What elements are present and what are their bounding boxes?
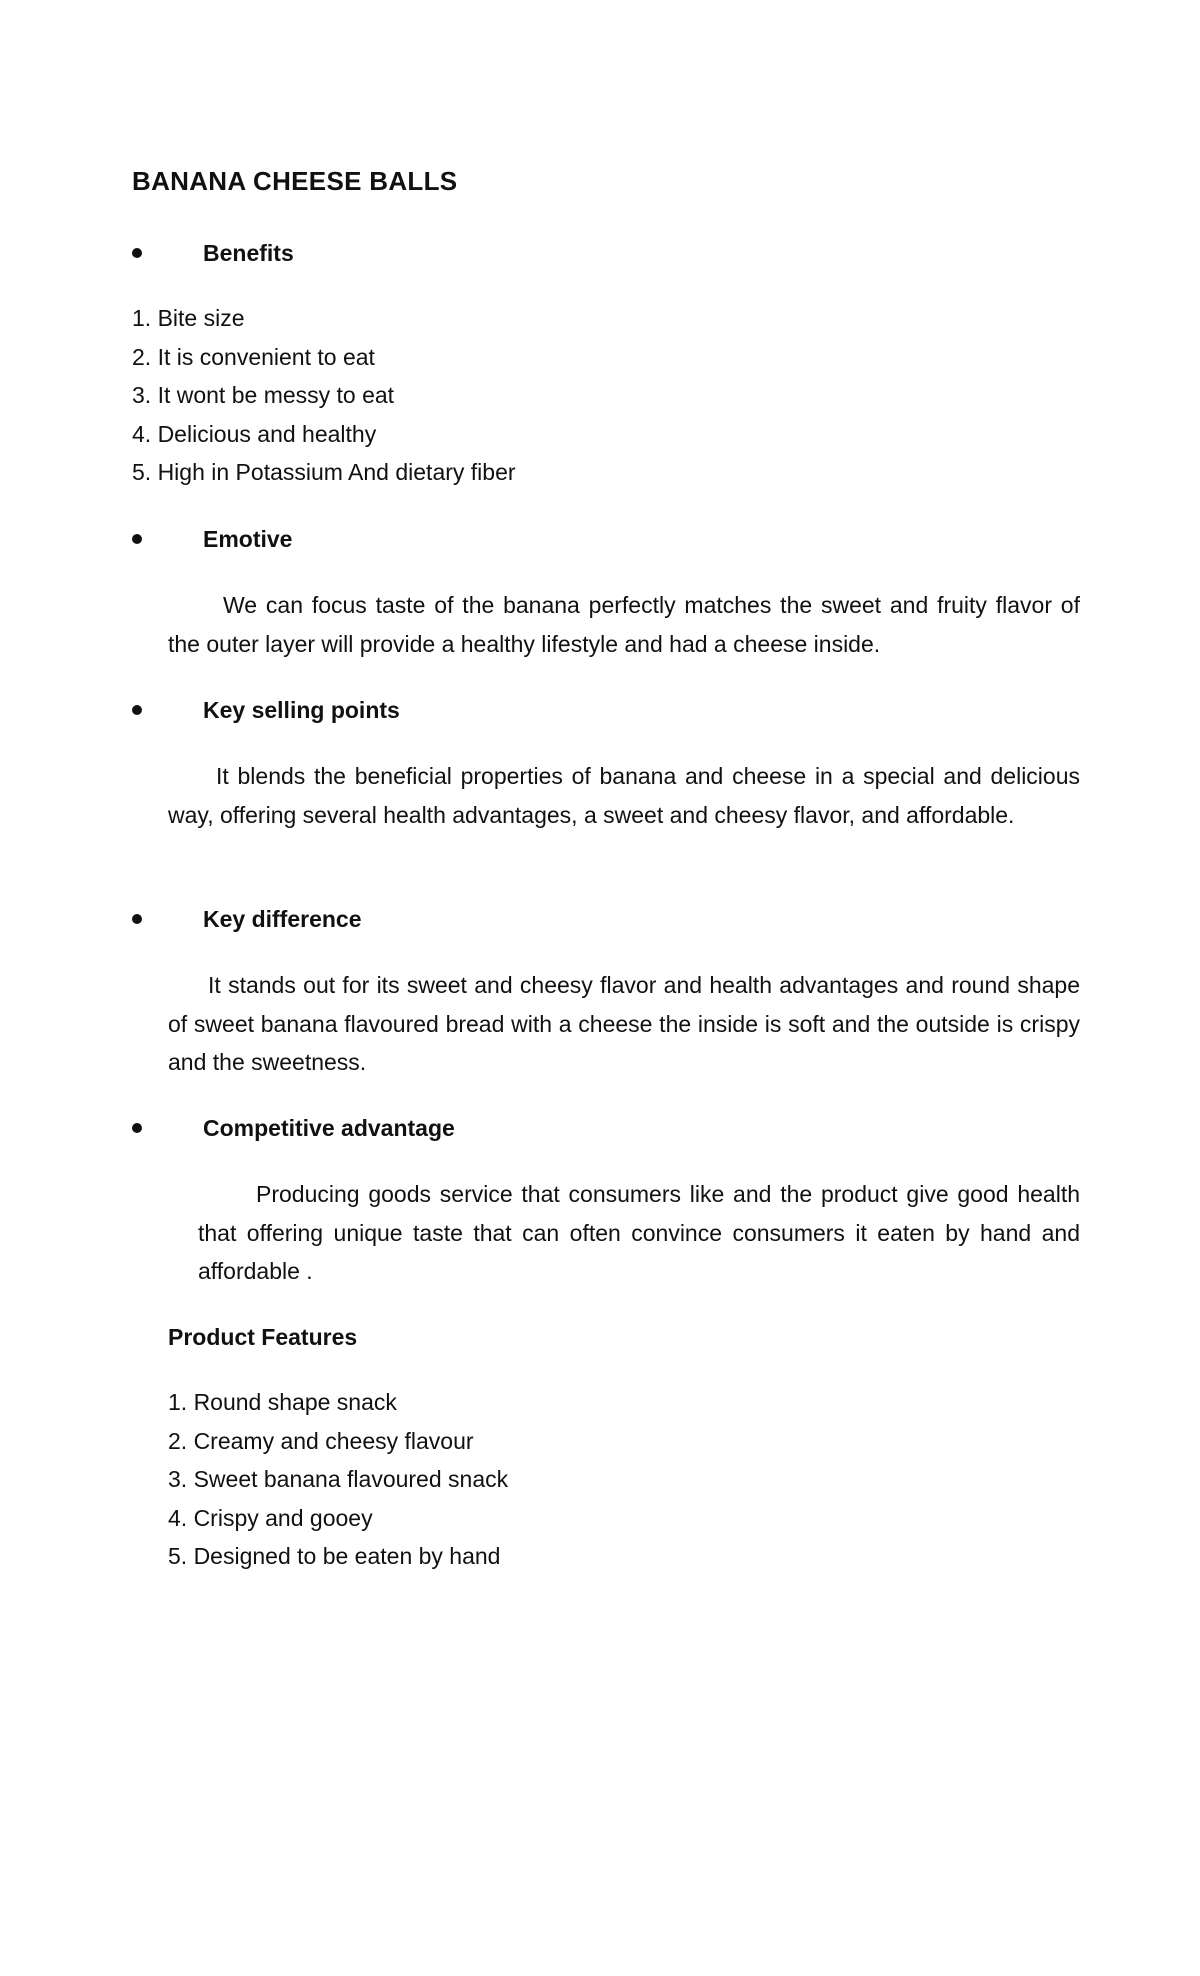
- key-selling-points-heading-label: Key selling points: [203, 697, 400, 723]
- emotive-heading: [132, 524, 293, 554]
- benefits-list: [132, 299, 516, 492]
- list-item: 4. Delicious and healthy: [132, 420, 377, 447]
- list-item: 4. Crispy and gooey: [168, 1504, 373, 1531]
- competitive-advantage-heading-label: Competitive advantage: [203, 1115, 455, 1141]
- document-title: BANANA CHEESE BALLS: [132, 166, 458, 196]
- list-item: 5. Designed to be eaten by hand: [168, 1543, 501, 1569]
- bullet-icon: [132, 248, 142, 258]
- bullet-icon: [132, 705, 142, 715]
- key-selling-points-heading: [132, 695, 400, 725]
- key-difference-heading: [132, 904, 362, 934]
- key-difference-heading-label: Key difference: [203, 906, 362, 932]
- benefits-heading: [132, 238, 294, 268]
- product-features-heading: Product Features: [168, 1324, 358, 1350]
- bullet-icon: [132, 534, 142, 544]
- list-item: 3. It wont be messy to eat: [132, 382, 395, 408]
- competitive-advantage-heading: [132, 1113, 455, 1143]
- list-item: 1. Bite size: [132, 305, 245, 331]
- benefits-heading-label: Benefits: [203, 240, 294, 266]
- emotive-paragraph: We can focus taste of the banana perfectly matches the sweet and fruity flavor of the outer layer will provide a healthy lifestyle and had a cheese inside.: [168, 592, 1080, 657]
- key-difference-paragraph: It stands out for its sweet and cheesy flavor and health advantages and round shape of sweet banana flavoured bread with a cheese the inside is soft and the outside is crispy and the sweetness.: [168, 972, 1080, 1075]
- list-item: 3. Sweet banana flavoured snack: [168, 1466, 509, 1492]
- key-selling-points-paragraph: It blends the beneficial properties of banana and cheese in a special and delicious way, offering several health advantages, a sweet and cheesy flavor, and affordable.: [168, 763, 1080, 828]
- product-features-list: [168, 1383, 508, 1576]
- emotive-heading-label: Emotive: [203, 526, 293, 552]
- competitive-advantage-paragraph: Producing goods service that consumers like and the product give good health that offering unique taste that can often convince consumers it eaten by hand and affordable .: [198, 1181, 1080, 1284]
- list-item: 5. High in Potassium And dietary fiber: [132, 459, 516, 485]
- list-item: 2. It is convenient to eat: [132, 343, 375, 370]
- bullet-icon: [132, 1123, 142, 1133]
- bullet-icon: [132, 914, 142, 924]
- list-item: 1. Round shape snack: [168, 1389, 397, 1415]
- list-item: 2. Creamy and cheesy flavour: [168, 1427, 474, 1454]
